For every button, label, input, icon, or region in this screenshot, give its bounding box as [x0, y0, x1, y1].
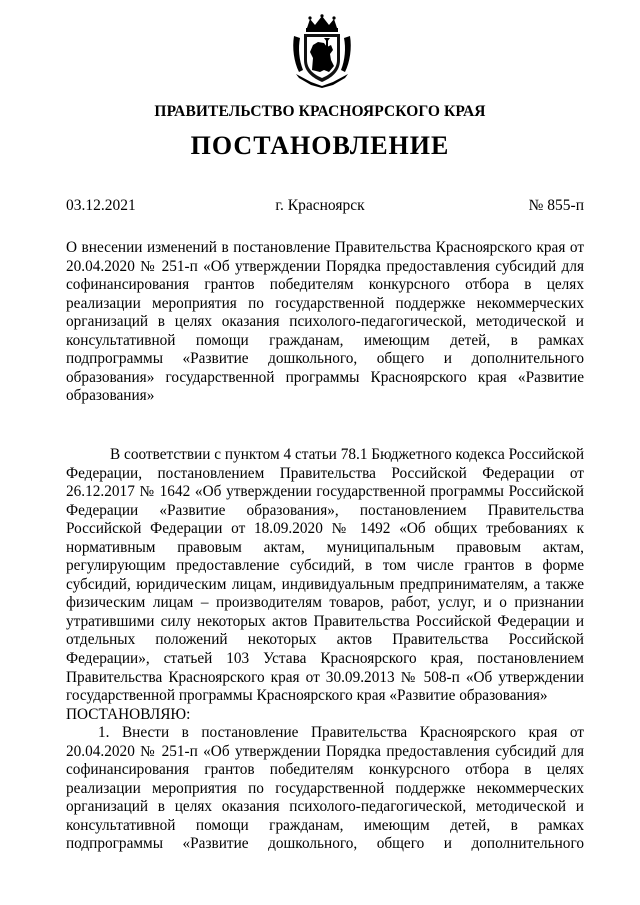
document-number: № 855-п: [528, 197, 584, 214]
krasnoyarsk-krai-coat-of-arms-icon: [291, 14, 353, 88]
document-type: ПОСТАНОВЛЕНИЕ: [190, 131, 450, 160]
document-date: 03.12.2021: [66, 197, 136, 214]
preamble-paragraph: В соответствии с пунктом 4 статьи 78.1 Бюджетного кодекса Российской Федерации, постановлением Правительства Российской Федерации от 26.12.2017 № 1642 «Об утверждении государственной программы Российской Федерации «Развитие образования», постановлением Правительства Российской Федерации от 18.09.2020 № 1492 «Об общих требованиях к нормативным правовым актам, муниципальным правовым актам, регулирующим предоставление субсидий, в том числе грантов в форме субсидий, юридическим лицам, индивидуальным предпринимателям, а также физическим лицам – производителям товаров, работ, услуг, и о признании утратившими силу некоторых актов Правительства Российской Федерации и отдельных положений некоторых актов Правительства Российской Федерации», статьей 103 Устава Красноярского края, постановлением Правительства Красноярского края от 30.09.2013 № 508-п «Об утверждении государственной программы Красноярского края «Развитие образования»: [66, 446, 585, 705]
document-body: [66, 446, 584, 854]
document-city: г. Красноярск: [275, 197, 365, 214]
organization-name: ПРАВИТЕЛЬСТВО КРАСНОЯРСКОГО КРАЯ: [154, 103, 486, 120]
item-1-paragraph: 1. Внести в постановление Правительства Красноярского края от 20.04.2020 № 251-п «Об утверждении Порядка предоставления субсидий для софинансирования грантов победителям конкурсного отбора в целях реализации мероприятия по государственной поддержке некоммерческих организаций в целях оказания психолого-педагогической, методической и консультативной помощи гражданам, имеющим детей, в рамках подпрограммы «Развитие дошкольного, общего и дополнительного: [66, 724, 584, 853]
resolve-heading: ПОСТАНОВЛЯЮ:: [66, 705, 191, 723]
document-title: О внесении изменений в постановление Правительства Красноярского края от 20.04.2020 № 251-п «Об утверждении Порядка предоставления субсидий для софинансирования грантов победителям конкурсного отбора в целях реализации мероприятия по государственной поддержке некоммерческих организаций в целях оказания психолого-педагогической, методической и консультативной помощи гражданам, имеющим детей, в рамках подпрограммы «Развитие дошкольного, общего и дополнительного образования» государственной программы Красноярского края «Развитие образования»: [66, 239, 584, 405]
